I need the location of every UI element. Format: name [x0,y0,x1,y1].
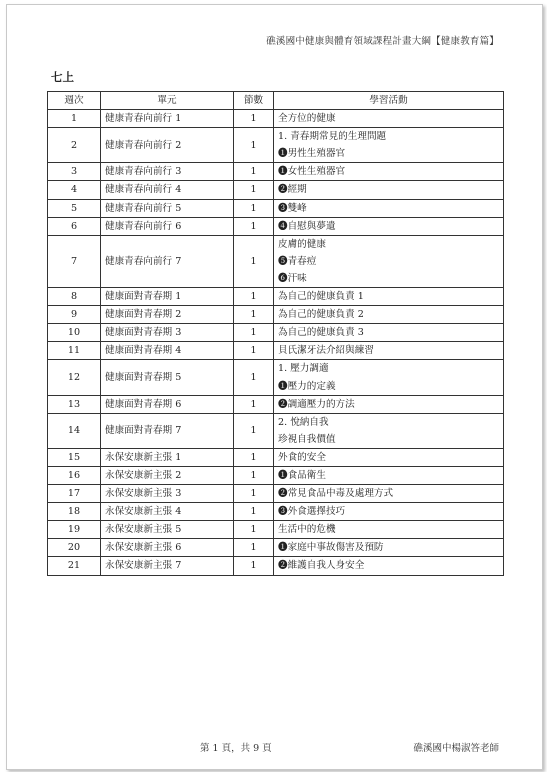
activities-cell [274,128,504,163]
week-cell: 16 [48,466,101,484]
unit-cell: 永保安康新主張 6 [101,539,234,557]
activity-line: ❷維護自我人身安全 [278,560,365,572]
activity-line: ❷調適壓力的方法 [278,398,355,410]
activity-line: 1. 青春期常見的生理問題 [278,131,387,143]
activity-line: ❷經期 [278,184,307,196]
unit-cell: 健康面對青春期 1 [101,288,234,306]
table-row [48,448,504,466]
unit-cell: 健康青春向前行 1 [101,110,234,128]
table-row [48,235,504,287]
activities-cell [274,557,504,575]
activities-cell [274,503,504,521]
activity-line: ❻汗味 [278,272,307,284]
table-row [48,163,504,181]
activities-cell [274,342,504,360]
week-cell: 10 [48,324,101,342]
table-row [48,395,504,413]
table-body [48,110,504,575]
activity-line: ❸雙峰 [278,202,307,214]
week-cell: 15 [48,448,101,466]
activity-line: ❶男性生殖器官 [278,148,346,160]
week-cell: 19 [48,521,101,539]
header-week: 週次 [48,92,101,110]
activity-line: 珍視自我價值 [278,433,336,445]
week-cell: 17 [48,485,101,503]
activity-line: 2. 悅納自我 [278,416,329,428]
activity-line: ❸外食選擇技巧 [278,506,346,518]
unit-cell: 健康青春向前行 5 [101,199,234,217]
week-cell: 12 [48,360,101,395]
table-row [48,306,504,324]
table-row [48,485,504,503]
unit-cell: 永保安康新主張 2 [101,466,234,484]
unit-cell: 健康面對青春期 2 [101,306,234,324]
activities-cell [274,110,504,128]
header-activities: 學習活動 [274,92,504,110]
activities-cell [274,163,504,181]
table-row [48,199,504,217]
hours-cell: 1 [234,485,274,503]
unit-cell: 健康青春向前行 4 [101,181,234,199]
activities-cell [274,360,504,395]
activity-line: ❶壓力的定義 [278,380,336,392]
table-row [48,503,504,521]
activity-line: ❹自慰與夢遺 [278,220,336,232]
table-row [48,413,504,448]
activities-cell [274,306,504,324]
hours-cell: 1 [234,466,274,484]
unit-cell: 健康青春向前行 6 [101,217,234,235]
table-row [48,466,504,484]
activities-cell [274,324,504,342]
activities-cell [274,181,504,199]
activities-cell [274,235,504,287]
activity-line: ❶家庭中事故傷害及預防 [278,542,384,554]
week-cell: 5 [48,199,101,217]
unit-cell: 永保安康新主張 4 [101,503,234,521]
activities-cell [274,288,504,306]
table-row [48,324,504,342]
week-cell: 4 [48,181,101,199]
curriculum-table [47,91,504,576]
hours-cell: 1 [234,306,274,324]
week-cell: 14 [48,413,101,448]
unit-cell: 健康面對青春期 6 [101,395,234,413]
activities-cell [274,521,504,539]
table-row [48,181,504,199]
activity-line: 貝氏潔牙法介紹與練習 [278,345,374,357]
week-cell: 8 [48,288,101,306]
table-row [48,288,504,306]
table-row [48,360,504,395]
unit-cell: 健康面對青春期 7 [101,413,234,448]
hours-cell: 1 [234,199,274,217]
week-cell: 18 [48,503,101,521]
table-row [48,539,504,557]
activity-line: 全方位的健康 [278,113,336,125]
hours-cell: 1 [234,181,274,199]
activity-line: 為自己的健康負責 1 [278,291,364,303]
unit-cell: 健康面對青春期 3 [101,324,234,342]
week-cell: 13 [48,395,101,413]
table-row [48,521,504,539]
unit-cell: 健康青春向前行 3 [101,163,234,181]
header-hours: 節數 [234,92,274,110]
table-header-row [48,92,504,110]
activity-line: 為自己的健康負責 3 [278,327,364,339]
activities-cell [274,539,504,557]
hours-cell: 1 [234,235,274,287]
activities-cell [274,395,504,413]
week-cell: 11 [48,342,101,360]
hours-cell: 1 [234,539,274,557]
hours-cell: 1 [234,324,274,342]
hours-cell: 1 [234,503,274,521]
unit-cell: 永保安康新主張 3 [101,485,234,503]
activities-cell [274,466,504,484]
hours-cell: 1 [234,413,274,448]
unit-cell: 永保安康新主張 1 [101,448,234,466]
activity-line: ❷常見食品中毒及處理方式 [278,488,394,500]
activities-cell [274,217,504,235]
week-cell: 3 [48,163,101,181]
hours-cell: 1 [234,288,274,306]
hours-cell: 1 [234,128,274,163]
unit-cell: 健康青春向前行 7 [101,235,234,287]
hours-cell: 1 [234,521,274,539]
hours-cell: 1 [234,342,274,360]
document-header-title: 礁溪國中健康與體育領域課程計畫大綱【健康教育篇】 [266,36,499,47]
table-row [48,557,504,575]
unit-cell: 永保安康新主張 7 [101,557,234,575]
week-cell: 1 [48,110,101,128]
week-cell: 20 [48,539,101,557]
activity-line: ❶女性生殖器官 [278,166,346,178]
hours-cell: 1 [234,217,274,235]
unit-cell: 健康面對青春期 4 [101,342,234,360]
week-cell: 7 [48,235,101,287]
unit-cell: 永保安康新主張 5 [101,521,234,539]
activities-cell [274,448,504,466]
hours-cell: 1 [234,110,274,128]
hours-cell: 1 [234,163,274,181]
activity-line: 皮膚的健康 [278,238,326,250]
table-row [48,217,504,235]
activities-cell [274,199,504,217]
hours-cell: 1 [234,448,274,466]
unit-cell: 健康青春向前行 2 [101,128,234,163]
footer-author: 礁溪國中楊淑答老師 [413,743,499,754]
hours-cell: 1 [234,395,274,413]
activity-line: 1. 壓力調適 [278,363,329,375]
activities-cell [274,413,504,448]
header-unit: 單元 [101,92,234,110]
table-row [48,128,504,163]
hours-cell: 1 [234,360,274,395]
week-cell: 6 [48,217,101,235]
page-number: 第 1 頁，共 9 頁 [200,743,272,754]
unit-cell: 健康面對青春期 5 [101,360,234,395]
activity-line: 外食的安全 [278,451,326,463]
activity-line: 為自己的健康負責 2 [278,309,364,321]
section-title: 七上 [51,70,74,84]
table-row [48,110,504,128]
week-cell: 9 [48,306,101,324]
week-cell: 21 [48,557,101,575]
activity-line: ❶食品衛生 [278,469,326,481]
activity-line: ❺青春痘 [278,255,317,267]
activities-cell [274,485,504,503]
table-row [48,342,504,360]
week-cell: 2 [48,128,101,163]
activity-line: 生活中的危機 [278,524,336,536]
hours-cell: 1 [234,557,274,575]
